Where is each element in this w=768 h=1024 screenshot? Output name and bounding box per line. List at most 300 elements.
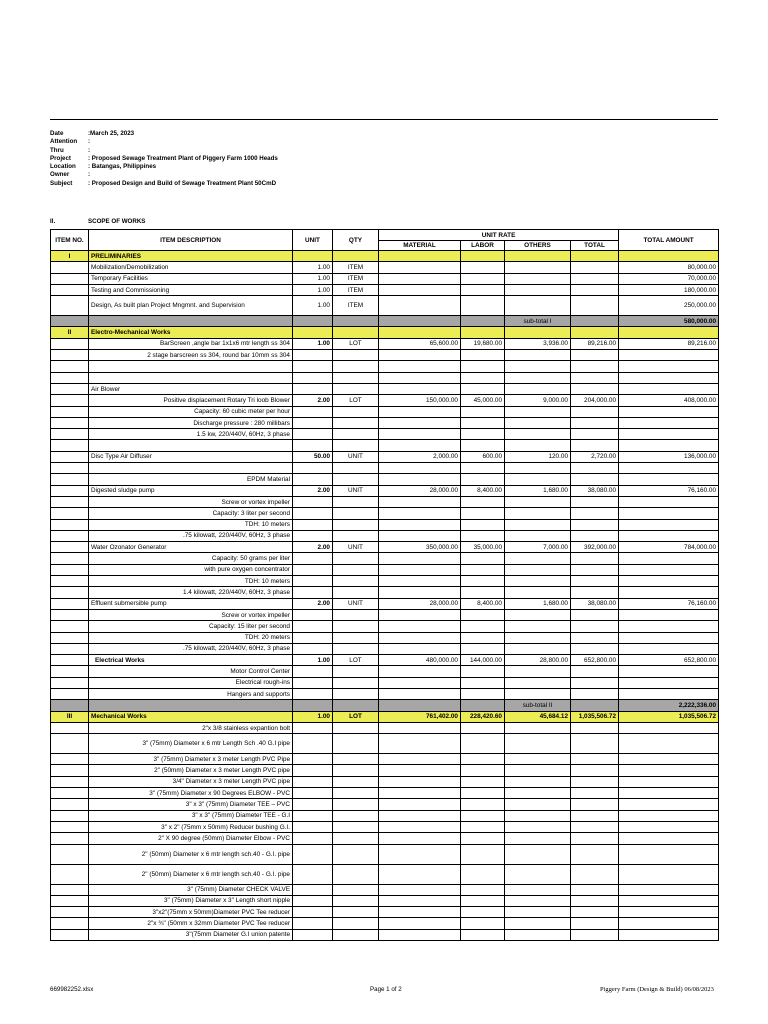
labor-cell bbox=[461, 621, 505, 632]
others-cell bbox=[505, 284, 571, 295]
total-cell bbox=[571, 833, 619, 844]
others-cell bbox=[505, 361, 571, 372]
unit-cell bbox=[293, 688, 333, 699]
unit-cell bbox=[293, 722, 333, 733]
header-field-value: : Proposed Sewage Treatment Plant of Piggery Farm 1000 Heads bbox=[88, 154, 278, 162]
description-cell: Electrical rough-ins bbox=[89, 677, 293, 688]
unit-cell: 2.00 bbox=[293, 395, 333, 406]
labor-cell: 600.00 bbox=[461, 451, 505, 462]
item-no-cell bbox=[51, 754, 89, 765]
unit-cell bbox=[293, 496, 333, 507]
item-no-cell bbox=[51, 799, 89, 810]
material-cell: 350,000.00 bbox=[379, 542, 461, 553]
total-cell bbox=[571, 406, 619, 417]
qty-cell bbox=[333, 788, 379, 799]
bill-of-quantities-table bbox=[50, 229, 719, 941]
total-cell bbox=[571, 474, 619, 485]
others-cell bbox=[505, 508, 571, 519]
others-cell bbox=[505, 907, 571, 918]
others-cell bbox=[505, 440, 571, 451]
unit-cell bbox=[293, 821, 333, 832]
header-field-label: Owner bbox=[50, 171, 70, 179]
description-cell: BarScreen ,angle bar 1x1x6 mtr length ss 304 bbox=[89, 338, 293, 349]
total-cell bbox=[571, 810, 619, 821]
item-no-cell bbox=[51, 810, 89, 821]
qty-cell bbox=[333, 564, 379, 575]
labor-cell bbox=[461, 564, 505, 575]
material-cell bbox=[379, 440, 461, 451]
table-row bbox=[51, 700, 719, 711]
description-cell: Testing and Commissioning bbox=[89, 284, 293, 295]
total-amount-cell bbox=[619, 754, 719, 765]
description-cell: Mechanical Works bbox=[89, 711, 293, 722]
qty-cell bbox=[333, 833, 379, 844]
unit-cell bbox=[293, 666, 333, 677]
total-amount-cell bbox=[619, 609, 719, 620]
table-row bbox=[51, 316, 719, 327]
total-amount-cell bbox=[619, 734, 719, 754]
total-amount-cell bbox=[619, 496, 719, 507]
description-cell: 2" (50mm) Diameter x 6 mtr length sch.40 - G.I. pipe bbox=[89, 844, 293, 864]
table-row bbox=[51, 799, 719, 810]
material-cell bbox=[379, 361, 461, 372]
item-no-cell bbox=[51, 576, 89, 587]
material-cell bbox=[379, 918, 461, 929]
others-cell bbox=[505, 383, 571, 394]
header-field bbox=[50, 155, 450, 163]
description-cell: 3" x 3" (75mm) Diameter TEE – PVC bbox=[89, 799, 293, 810]
material-cell: 65,600.00 bbox=[379, 338, 461, 349]
material-cell bbox=[379, 609, 461, 620]
footer-page-number: Page 1 of 2 bbox=[370, 986, 402, 993]
col-item-description: ITEM DESCRIPTION bbox=[89, 230, 293, 251]
material-cell bbox=[379, 864, 461, 884]
total-amount-cell bbox=[619, 666, 719, 677]
table-row bbox=[51, 251, 719, 262]
qty-cell bbox=[333, 406, 379, 417]
total-amount-cell bbox=[619, 844, 719, 864]
unit-cell: 2.00 bbox=[293, 598, 333, 609]
qty-cell bbox=[333, 776, 379, 787]
labor-cell bbox=[461, 643, 505, 654]
total-amount-cell: 80,000.00 bbox=[619, 262, 719, 273]
table-row bbox=[51, 929, 719, 940]
item-no-cell bbox=[51, 677, 89, 688]
description-cell bbox=[89, 440, 293, 451]
total-amount-cell: 136,000.00 bbox=[619, 451, 719, 462]
unit-cell bbox=[293, 700, 333, 711]
others-cell bbox=[505, 587, 571, 598]
total-amount-cell bbox=[619, 677, 719, 688]
qty-cell bbox=[333, 530, 379, 541]
item-no-cell bbox=[51, 929, 89, 940]
item-no-cell bbox=[51, 655, 89, 666]
qty-cell: LOT bbox=[333, 655, 379, 666]
table-row bbox=[51, 463, 719, 474]
description-cell: 3" (75mm) Diameter x 6 mtr Length Sch .40 G.I pipe bbox=[89, 734, 293, 754]
material-cell bbox=[379, 406, 461, 417]
labor-cell bbox=[461, 496, 505, 507]
qty-cell bbox=[333, 383, 379, 394]
labor-cell: 144,000.00 bbox=[461, 655, 505, 666]
total-cell bbox=[571, 677, 619, 688]
table-row bbox=[51, 810, 719, 821]
table-row bbox=[51, 429, 719, 440]
others-cell bbox=[505, 632, 571, 643]
material-cell bbox=[379, 895, 461, 906]
col-item-no: ITEM NO. bbox=[51, 230, 89, 251]
description-cell: 3" x 3" (75mm) Diameter TEE - G.I bbox=[89, 810, 293, 821]
total-cell bbox=[571, 776, 619, 787]
material-cell: 28,000.00 bbox=[379, 598, 461, 609]
unit-cell: 1.00 bbox=[293, 711, 333, 722]
description-cell: 1.5 kw, 220/440V, 60Hz, 3 phase bbox=[89, 429, 293, 440]
total-cell bbox=[571, 788, 619, 799]
qty-cell bbox=[333, 895, 379, 906]
labor-cell bbox=[461, 929, 505, 940]
table-row bbox=[51, 722, 719, 733]
others-cell bbox=[505, 262, 571, 273]
description-cell: 3/4" Diameter x 3 meter Length PVC pipe bbox=[89, 776, 293, 787]
total-cell bbox=[571, 929, 619, 940]
unit-cell: 1.00 bbox=[293, 284, 333, 295]
total-cell bbox=[571, 621, 619, 632]
others-cell bbox=[505, 864, 571, 884]
table-row bbox=[51, 598, 719, 609]
total-cell bbox=[571, 251, 619, 262]
item-no-cell bbox=[51, 621, 89, 632]
item-no-cell bbox=[51, 485, 89, 496]
header-field bbox=[50, 171, 450, 179]
others-cell bbox=[505, 296, 571, 316]
others-cell bbox=[505, 564, 571, 575]
material-cell bbox=[379, 564, 461, 575]
labor-cell bbox=[461, 273, 505, 284]
description-cell: with pure oxygen concentrator bbox=[89, 564, 293, 575]
material-cell bbox=[379, 788, 461, 799]
qty-cell bbox=[333, 884, 379, 895]
description-cell: Air Blower bbox=[89, 383, 293, 394]
qty-cell: LOT bbox=[333, 395, 379, 406]
total-amount-cell bbox=[619, 788, 719, 799]
qty-cell bbox=[333, 821, 379, 832]
total-amount-cell bbox=[619, 327, 719, 338]
total-cell: 204,000.00 bbox=[571, 395, 619, 406]
unit-cell bbox=[293, 519, 333, 530]
total-amount-cell bbox=[619, 463, 719, 474]
table-row bbox=[51, 833, 719, 844]
item-no-cell bbox=[51, 440, 89, 451]
others-cell bbox=[505, 918, 571, 929]
description-cell: 3" (75mm) Diameter x 90 Degrees ELBOW - PVC bbox=[89, 788, 293, 799]
material-cell bbox=[379, 553, 461, 564]
others-cell bbox=[505, 327, 571, 338]
total-cell: 652,800.00 bbox=[571, 655, 619, 666]
qty-cell bbox=[333, 417, 379, 428]
total-cell bbox=[571, 643, 619, 654]
unit-cell bbox=[293, 474, 333, 485]
total-cell bbox=[571, 895, 619, 906]
total-cell bbox=[571, 722, 619, 733]
unit-cell bbox=[293, 844, 333, 864]
table-row bbox=[51, 621, 719, 632]
qty-cell bbox=[333, 251, 379, 262]
unit-cell: 1.00 bbox=[293, 262, 333, 273]
table-row bbox=[51, 451, 719, 462]
total-cell: 38,080.00 bbox=[571, 598, 619, 609]
table-row bbox=[51, 821, 719, 832]
material-cell bbox=[379, 907, 461, 918]
unit-cell bbox=[293, 576, 333, 587]
others-cell bbox=[505, 350, 571, 361]
others-cell bbox=[505, 884, 571, 895]
description-cell: 3"(75mm Diameter G.I union patente bbox=[89, 929, 293, 940]
total-amount-cell bbox=[619, 474, 719, 485]
total-amount-cell bbox=[619, 833, 719, 844]
others-cell bbox=[505, 929, 571, 940]
item-no-cell bbox=[51, 643, 89, 654]
total-amount-cell bbox=[619, 776, 719, 787]
description-cell bbox=[89, 372, 293, 383]
total-cell bbox=[571, 440, 619, 451]
material-cell bbox=[379, 350, 461, 361]
total-cell bbox=[571, 350, 619, 361]
unit-cell bbox=[293, 799, 333, 810]
description-cell: 2" (50mm) Diameter x 6 mtr length sch.40 - G.I. pipe bbox=[89, 864, 293, 884]
total-amount-cell bbox=[619, 553, 719, 564]
labor-cell bbox=[461, 895, 505, 906]
total-cell: 89,216.00 bbox=[571, 338, 619, 349]
labor-cell bbox=[461, 519, 505, 530]
description-cell: Capacity: 50 grams per liter bbox=[89, 553, 293, 564]
letter-header bbox=[50, 130, 450, 188]
table-row bbox=[51, 734, 719, 754]
total-amount-cell: 76,160.00 bbox=[619, 598, 719, 609]
total-amount-cell bbox=[619, 406, 719, 417]
header-field-value: : bbox=[88, 138, 91, 146]
unit-cell bbox=[293, 632, 333, 643]
material-cell bbox=[379, 496, 461, 507]
description-cell: Capacity: 3 liter per second bbox=[89, 508, 293, 519]
col-material: MATERIAL bbox=[379, 241, 461, 251]
material-cell bbox=[379, 643, 461, 654]
labor-cell bbox=[461, 296, 505, 316]
others-cell bbox=[505, 734, 571, 754]
material-cell bbox=[379, 754, 461, 765]
description-cell: Effluent submersible pump bbox=[89, 598, 293, 609]
table-row bbox=[51, 765, 719, 776]
others-cell bbox=[505, 833, 571, 844]
description-cell: 3" x 2" (75mm x 50mm) Reducer bushing G.I. bbox=[89, 821, 293, 832]
description-cell: Mobilization/Demobilization bbox=[89, 262, 293, 273]
item-no-cell bbox=[51, 542, 89, 553]
description-cell: .75 kilowatt, 220/440V, 60Hz, 3 phase bbox=[89, 530, 293, 541]
unit-cell bbox=[293, 776, 333, 787]
item-no-cell bbox=[51, 530, 89, 541]
header-field-label: Thru bbox=[50, 146, 64, 154]
item-no-cell bbox=[51, 821, 89, 832]
unit-cell bbox=[293, 372, 333, 383]
material-cell: 2,000.00 bbox=[379, 451, 461, 462]
item-no-cell bbox=[51, 587, 89, 598]
item-no-cell bbox=[51, 316, 89, 327]
table-row bbox=[51, 338, 719, 349]
qty-cell bbox=[333, 799, 379, 810]
total-amount-cell bbox=[619, 530, 719, 541]
unit-cell bbox=[293, 350, 333, 361]
total-amount-cell bbox=[619, 361, 719, 372]
description-cell: Capacity: 60 cubic meter per hour bbox=[89, 406, 293, 417]
table-row bbox=[51, 711, 719, 722]
material-cell bbox=[379, 929, 461, 940]
item-no-cell bbox=[51, 776, 89, 787]
qty-cell: UNIT bbox=[333, 451, 379, 462]
others-cell bbox=[505, 765, 571, 776]
item-no-cell bbox=[51, 417, 89, 428]
labor-cell: 35,000.00 bbox=[461, 542, 505, 553]
others-cell bbox=[505, 372, 571, 383]
qty-cell bbox=[333, 519, 379, 530]
unit-cell bbox=[293, 383, 333, 394]
others-cell bbox=[505, 621, 571, 632]
others-cell: 1,680.00 bbox=[505, 598, 571, 609]
unit-cell bbox=[293, 833, 333, 844]
material-cell bbox=[379, 262, 461, 273]
material-cell bbox=[379, 284, 461, 295]
material-cell bbox=[379, 576, 461, 587]
header-field-value: : Batangas, Philippines bbox=[88, 163, 157, 171]
table-row bbox=[51, 907, 719, 918]
others-cell bbox=[505, 844, 571, 864]
description-cell: Disc Type Air Diffuser bbox=[89, 451, 293, 462]
total-cell bbox=[571, 316, 619, 327]
table-row bbox=[51, 296, 719, 316]
total-amount-cell bbox=[619, 810, 719, 821]
material-cell bbox=[379, 734, 461, 754]
others-cell: 7,000.00 bbox=[505, 542, 571, 553]
item-no-cell bbox=[51, 734, 89, 754]
total-cell bbox=[571, 844, 619, 864]
total-amount-cell bbox=[619, 688, 719, 699]
description-cell: 2"x 3/8 stainless expantion bolt bbox=[89, 722, 293, 733]
description-cell: PRELIMINARIES bbox=[89, 251, 293, 262]
total-cell bbox=[571, 688, 619, 699]
unit-cell bbox=[293, 440, 333, 451]
others-cell bbox=[505, 666, 571, 677]
description-cell: 2 stage barscreen ss 304, round bar 10mm ss 304 bbox=[89, 350, 293, 361]
total-cell: 38,080.00 bbox=[571, 485, 619, 496]
item-no-cell bbox=[51, 765, 89, 776]
total-cell bbox=[571, 530, 619, 541]
item-no-cell bbox=[51, 598, 89, 609]
labor-cell bbox=[461, 440, 505, 451]
unit-cell: 1.00 bbox=[293, 296, 333, 316]
table-row bbox=[51, 688, 719, 699]
unit-cell bbox=[293, 429, 333, 440]
unit-cell bbox=[293, 765, 333, 776]
total-amount-cell: 408,000.00 bbox=[619, 395, 719, 406]
others-cell bbox=[505, 799, 571, 810]
unit-cell bbox=[293, 907, 333, 918]
table-row bbox=[51, 666, 719, 677]
table-row bbox=[51, 284, 719, 295]
total-amount-cell: 89,216.00 bbox=[619, 338, 719, 349]
table-row bbox=[51, 643, 719, 654]
total-cell bbox=[571, 799, 619, 810]
subtotal-label: sub-total II bbox=[505, 700, 571, 711]
others-cell: 120.00 bbox=[505, 451, 571, 462]
description-cell: Hangers and supports bbox=[89, 688, 293, 699]
unit-cell bbox=[293, 406, 333, 417]
material-cell bbox=[379, 722, 461, 733]
total-amount-cell bbox=[619, 576, 719, 587]
others-cell bbox=[505, 609, 571, 620]
qty-cell bbox=[333, 810, 379, 821]
labor-cell: 45,000.00 bbox=[461, 395, 505, 406]
item-no-cell bbox=[51, 395, 89, 406]
total-amount-cell bbox=[619, 564, 719, 575]
others-cell bbox=[505, 519, 571, 530]
material-cell bbox=[379, 530, 461, 541]
table-row bbox=[51, 918, 719, 929]
header-field-label: Location bbox=[50, 163, 76, 171]
unit-cell bbox=[293, 643, 333, 654]
qty-cell bbox=[333, 496, 379, 507]
material-cell bbox=[379, 417, 461, 428]
labor-cell bbox=[461, 609, 505, 620]
labor-cell bbox=[461, 251, 505, 262]
total-cell bbox=[571, 496, 619, 507]
material-cell: 480,000.00 bbox=[379, 655, 461, 666]
qty-cell: LOT bbox=[333, 338, 379, 349]
others-cell: 45,684.12 bbox=[505, 711, 571, 722]
table-row bbox=[51, 884, 719, 895]
unit-cell bbox=[293, 463, 333, 474]
labor-cell bbox=[461, 350, 505, 361]
col-unit: UNIT bbox=[293, 230, 333, 251]
item-no-cell bbox=[51, 508, 89, 519]
qty-cell bbox=[333, 621, 379, 632]
total-amount-cell bbox=[619, 799, 719, 810]
total-cell bbox=[571, 417, 619, 428]
labor-cell bbox=[461, 316, 505, 327]
qty-cell bbox=[333, 350, 379, 361]
total-amount-cell bbox=[619, 429, 719, 440]
unit-cell bbox=[293, 327, 333, 338]
item-no-cell bbox=[51, 632, 89, 643]
labor-cell bbox=[461, 576, 505, 587]
total-cell bbox=[571, 587, 619, 598]
total-amount-cell bbox=[619, 372, 719, 383]
item-no-cell bbox=[51, 844, 89, 864]
qty-cell bbox=[333, 907, 379, 918]
description-cell: Temporary Facilities bbox=[89, 273, 293, 284]
qty-cell bbox=[333, 576, 379, 587]
labor-cell bbox=[461, 429, 505, 440]
table-row bbox=[51, 417, 719, 428]
qty-cell bbox=[333, 429, 379, 440]
material-cell bbox=[379, 677, 461, 688]
unit-cell: 2.00 bbox=[293, 485, 333, 496]
others-cell bbox=[505, 553, 571, 564]
scope-heading bbox=[50, 218, 145, 225]
item-no-cell: I bbox=[51, 251, 89, 262]
qty-cell bbox=[333, 316, 379, 327]
qty-cell bbox=[333, 754, 379, 765]
description-cell: Capacity: 15 liter per second bbox=[89, 621, 293, 632]
total-cell bbox=[571, 262, 619, 273]
material-cell: 761,402.00 bbox=[379, 711, 461, 722]
